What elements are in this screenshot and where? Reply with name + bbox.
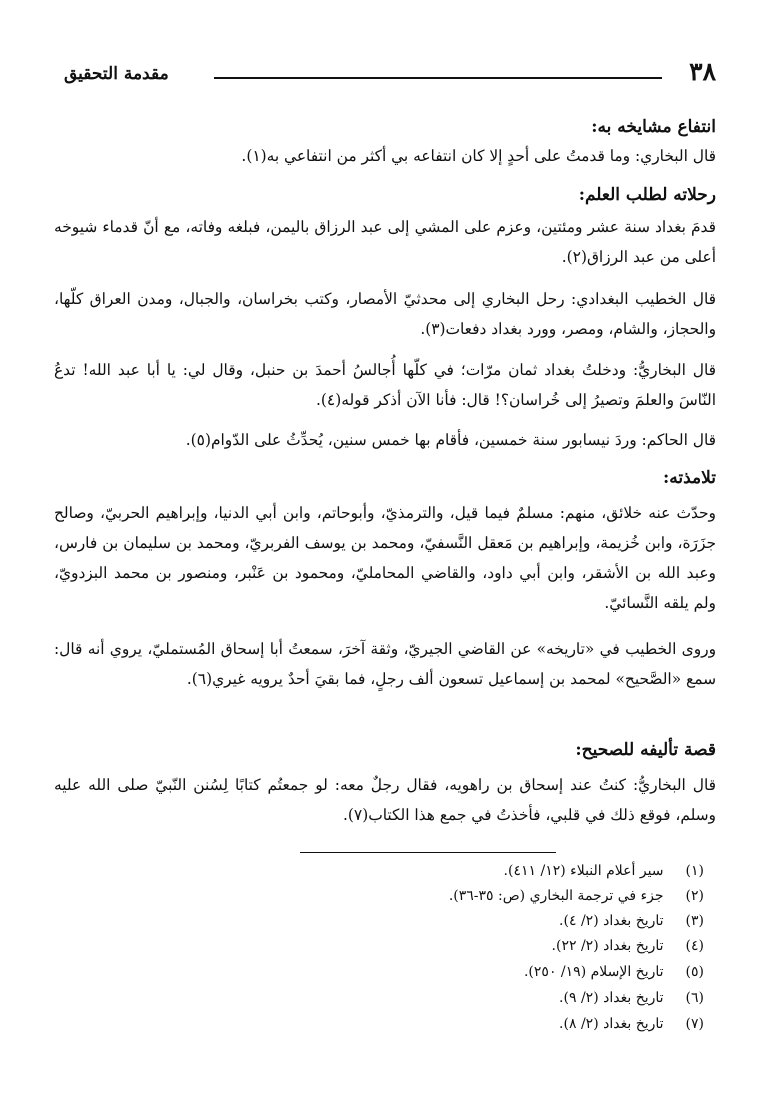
body-paragraph: قال الحاكم: وردَ نيسابور سنة خمسين، فأقام بها خمس سنين، يُحدِّثُ على الدّوام(٥). [185, 431, 716, 449]
section-heading: رحلاته لطلب العلم: [578, 185, 716, 205]
body-paragraph: وحدّث عنه خلائق، منهم: مسلمٌ فيما قيل، والترمذيّ، وأبوحاتم، وابن أبي الدنيا، وإبراهيم الحربيّ، وصالح جزَرَة، وابن خُزيمة، وإبراهيم بن مَعقل النَّسفيّ، ومحمد بن يوسف الفربريّ، ومحمد بن سليمان بن فارس، وعبد الله بن الأشقر، وابن أبي داود، والقاضي المحامليّ، ومحمود بن عَنْبر، ومنصور بن محمد البزدويّ، ولم يلقه النَّسائيّ. [54, 504, 716, 612]
body-paragraph: قال البخاري: وما قدمتُ على أحدٍ إلا كان انتفاعه بي أكثر من انتفاعي به(١). [241, 147, 716, 165]
footnote [284, 936, 704, 956]
footnote-text: تاريخ بغداد (٢/ ٩). [559, 990, 664, 1006]
footnote-text: تاريخ بغداد (٢/ ٢٢). [551, 938, 664, 954]
footnote-number: (٥) [685, 964, 704, 980]
footnote [284, 886, 704, 906]
footnote-number: (٦) [685, 990, 704, 1006]
footnote-text: سير أعلام النبلاء (١٢/ ٤١١). [503, 863, 664, 879]
section-heading: قصة تأليفه للصحيح: [575, 740, 716, 760]
body-paragraph: قال البخاريُّ: كنتُ عند إسحاق بن راهويه، فقال رجلٌ معه: لو جمعتُم كتابًا لِسُنن النّبيّ صلى الله عليه وسلم، فوقع ذلك في قلبي، فأخذتُ في جمع هذا الكتاب(٧). [54, 776, 716, 824]
section-heading: تلامذته: [662, 468, 716, 488]
footnote-number: (١) [685, 863, 704, 879]
body-paragraph: وروى الخطيب في «تاريخه» عن القاضي الجيريّ، وثقة آخرَ، سمعتُ أبا إسحاق المُستمليّ، يروي أنه قال: سمع «الصَّحيح» لمحمد بن إسماعيل تسعون ألف رجلٍ، فما بقيَ أحدٌ يرويه غيري(٦). [54, 640, 716, 688]
footnote [284, 988, 704, 1008]
body-paragraph: قال الخطيب البغدادي: رحل البخاري إلى محدثيّ الأمصار، وكتب بخراسان، والجبال، ومدن العراق كلّها، والحجاز، والشام، ومصر، وورد بغداد دفعات(٣). [54, 290, 716, 338]
footnote [284, 911, 704, 931]
page-number: ٣٨ [689, 57, 716, 86]
footnote-text: جزء في ترجمة البخاري (ص: ٣٥-٣٦). [448, 888, 664, 904]
footnote-text: تاريخ بغداد (٢/ ٤). [559, 913, 664, 929]
body-paragraph: قدمَ بغداد سنة عشر ومئتين، وعزم على المشي إلى عبد الرزاق باليمن، فبلغه وفاته، مع أنّ قدماء شيوخه أعلى من عبد الرزاق(٢). [54, 218, 716, 266]
running-title: مقدمة التحقيق [64, 64, 169, 84]
footnote-number: (٧) [685, 1016, 704, 1032]
footnote-number: (٢) [685, 888, 704, 904]
footnote [284, 962, 704, 982]
section-heading: انتفاع مشايخه به: [591, 117, 716, 137]
footnote-number: (٤) [685, 938, 704, 954]
header-rule [214, 77, 662, 79]
footnote-number: (٣) [685, 913, 704, 929]
footnote [284, 1014, 704, 1034]
footnote-rule [300, 852, 556, 853]
footnote [284, 861, 704, 881]
body-paragraph: قال البخاريُّ: ودخلتُ بغداد ثمان مرّات؛ في كلّها أُجالسُ أحمدَ بن حنبل، وقال لي: يا أبا عبد الله! تدعُ النّاسَ والعلمَ وتصيرُ إلى خُراسان؟! قال: فأنا الآن أذكر قوله(٤). [54, 361, 716, 409]
running-header [64, 58, 716, 90]
footnote-text: تاريخ الإسلام (١٩/ ٢٥٠). [523, 964, 664, 980]
footnote-text: تاريخ بغداد (٢/ ٨). [559, 1016, 664, 1032]
